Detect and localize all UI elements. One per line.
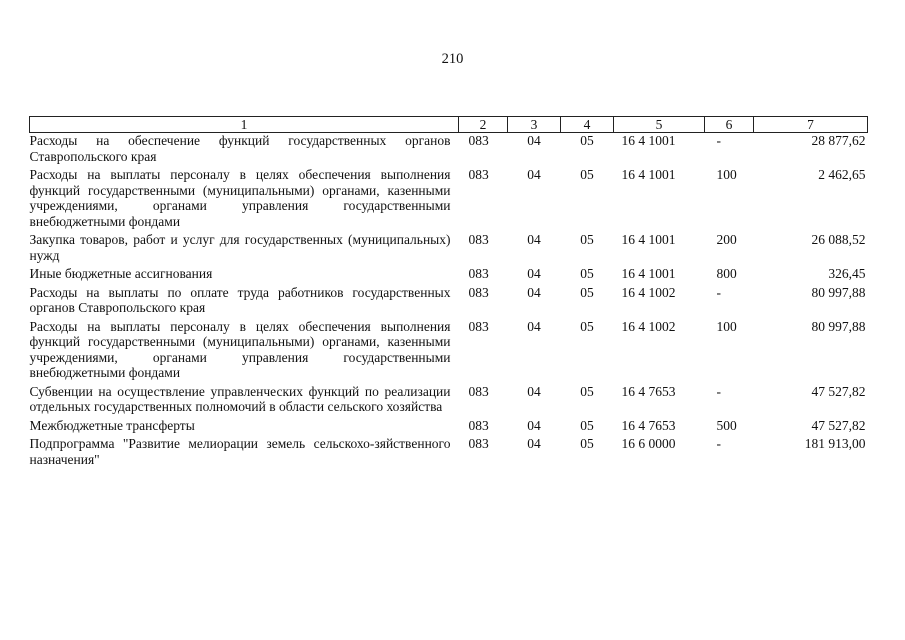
cell-admin-code: 083 [468, 383, 489, 399]
row-description: Иные бюджетные ассигнования [29, 266, 213, 281]
cell-expense-type: 800 [716, 266, 737, 281]
cell-section-code: 04 [527, 133, 541, 148]
column-header-3: 3 [508, 117, 561, 133]
table-row [30, 436, 868, 470]
cell-program-code: 16 4 1001 [621, 133, 676, 148]
row-description: Подпрограмма "Развитие мелиорации земель сельскохо-зяйственного назначения" [29, 436, 451, 467]
cell-section-code: 04 [527, 167, 541, 182]
cell-amount: 47 527,82 [811, 417, 866, 433]
cell-program-code: 16 4 7653 [621, 417, 676, 433]
row-description: Расходы на выплаты персоналу в целях обеспечения выполнения функций государственными (муниципальными) органами, казенными учреждениями, органами управления государственными внебюджетными фондами [29, 167, 451, 229]
cell-admin-code: 083 [468, 167, 489, 182]
cell-subsection-code: 05 [580, 318, 594, 334]
cell-subsection-code: 05 [580, 167, 594, 182]
table-row [30, 133, 868, 168]
cell-amount: 80 997,88 [811, 284, 866, 300]
cell-admin-code: 083 [468, 436, 489, 451]
cell-expense-type: - [716, 284, 721, 300]
cell-expense-type: 500 [716, 417, 737, 433]
cell-program-code: 16 6 0000 [621, 436, 676, 451]
cell-expense-type: 200 [716, 232, 737, 247]
cell-expense-type: - [716, 436, 721, 451]
table-row [30, 384, 868, 418]
table-row [30, 167, 868, 232]
cell-admin-code: 083 [468, 417, 489, 433]
row-description: Межбюджетные трансферты [29, 417, 195, 433]
cell-amount: 47 527,82 [811, 383, 866, 399]
column-header-7: 7 [754, 117, 868, 133]
table-row [30, 418, 868, 437]
row-description: Расходы на выплаты персоналу в целях обеспечения выполнения функций государственными (муниципальными) органами, казенными учреждениями, органами управления государственными внебюджетными фондами [29, 318, 451, 380]
cell-expense-type: 100 [716, 167, 737, 182]
column-header-6: 6 [705, 117, 754, 133]
cell-section-code: 04 [527, 383, 541, 399]
cell-admin-code: 083 [468, 318, 489, 334]
table-row [30, 232, 868, 266]
row-description: Расходы на обеспечение функций государственных органов Ставропольского края [29, 133, 451, 164]
table-body [30, 133, 868, 471]
budget-table [29, 116, 868, 470]
cell-amount: 26 088,52 [811, 232, 866, 247]
cell-section-code: 04 [527, 417, 541, 433]
table-row [30, 285, 868, 319]
cell-expense-type: - [716, 133, 721, 148]
cell-expense-type: - [716, 383, 721, 399]
table-header [30, 117, 868, 133]
cell-subsection-code: 05 [580, 417, 594, 433]
table-row [30, 319, 868, 384]
cell-program-code: 16 4 1001 [621, 167, 676, 182]
cell-amount: 80 997,88 [811, 318, 866, 334]
cell-subsection-code: 05 [580, 266, 594, 281]
cell-amount: 2 462,65 [818, 167, 866, 182]
cell-section-code: 04 [527, 232, 541, 247]
cell-expense-type: 100 [716, 318, 737, 334]
cell-program-code: 16 4 1002 [621, 318, 676, 334]
cell-amount: 181 913,00 [804, 436, 866, 451]
cell-program-code: 16 4 7653 [621, 383, 676, 399]
cell-admin-code: 083 [468, 266, 489, 281]
cell-subsection-code: 05 [580, 383, 594, 399]
cell-program-code: 16 4 1001 [621, 232, 676, 247]
cell-admin-code: 083 [468, 232, 489, 247]
cell-program-code: 16 4 1001 [621, 266, 676, 281]
column-header-5: 5 [614, 117, 705, 133]
cell-section-code: 04 [527, 266, 541, 281]
column-header-2: 2 [459, 117, 508, 133]
row-description: Субвенции на осуществление управленческих функций по реализации отдельных государственных полномочий в области сельского хозяйства [29, 383, 451, 414]
table-row [30, 266, 868, 285]
cell-admin-code: 083 [468, 133, 489, 148]
cell-subsection-code: 05 [580, 284, 594, 300]
cell-subsection-code: 05 [580, 133, 594, 148]
cell-amount: 326,45 [828, 266, 866, 281]
cell-admin-code: 083 [468, 284, 489, 300]
row-description: Расходы на выплаты по оплате труда работников государственных органов Ставропольского края [29, 284, 451, 315]
row-description: Закупка товаров, работ и услуг для государственных (муниципальных) нужд [29, 232, 451, 263]
cell-subsection-code: 05 [580, 232, 594, 247]
column-header-1: 1 [30, 117, 459, 133]
cell-subsection-code: 05 [580, 436, 594, 451]
page-number: 210 [441, 51, 464, 67]
cell-section-code: 04 [527, 436, 541, 451]
column-header-4: 4 [561, 117, 614, 133]
cell-section-code: 04 [527, 318, 541, 334]
cell-program-code: 16 4 1002 [621, 284, 676, 300]
cell-section-code: 04 [527, 284, 541, 300]
cell-amount: 28 877,62 [811, 133, 866, 148]
